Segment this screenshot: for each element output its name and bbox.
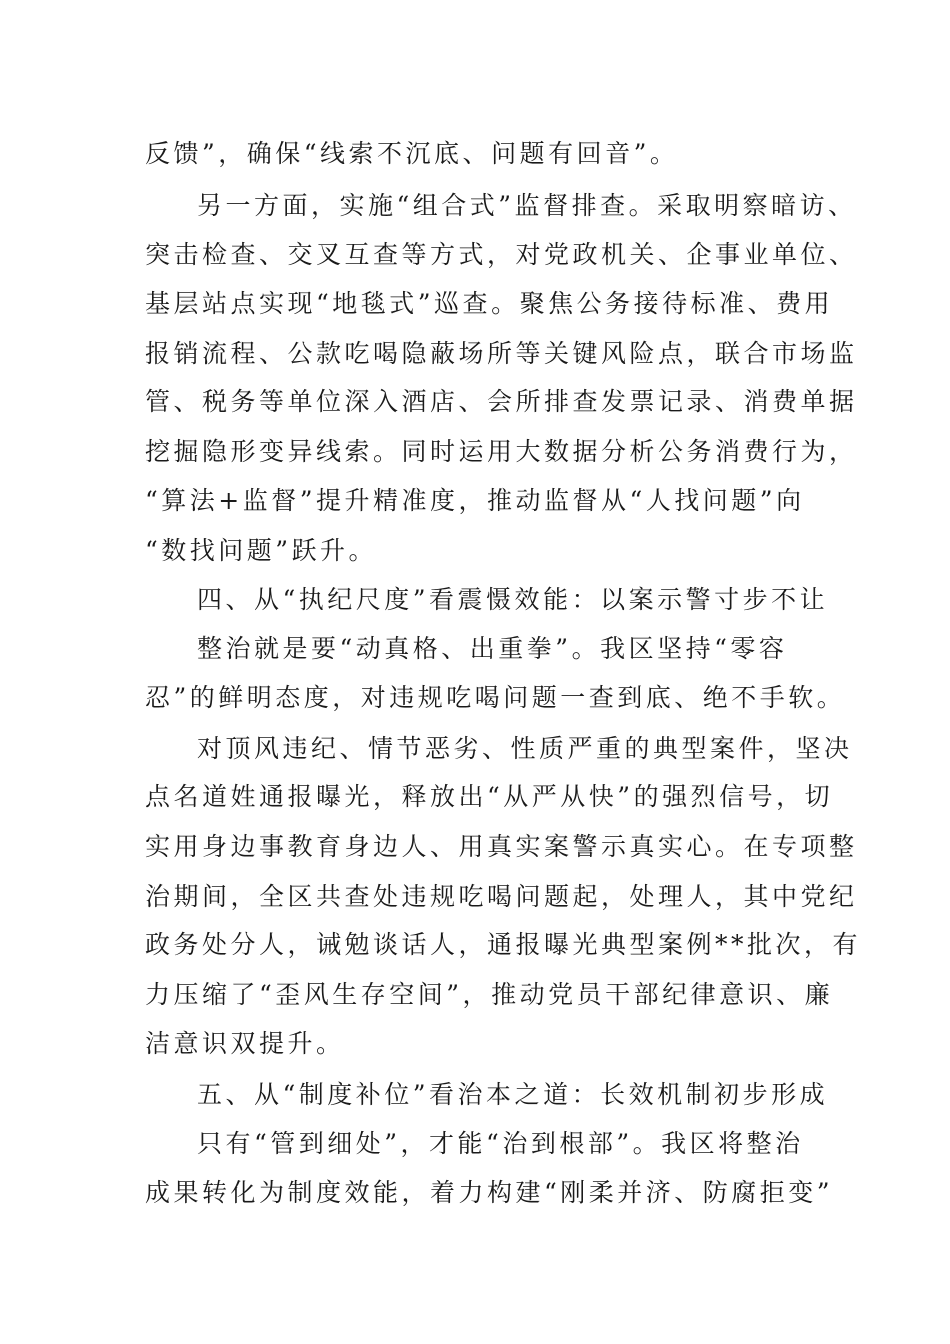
paragraph-line: 洁意识双提升。 xyxy=(145,1029,345,1058)
paragraph-line: 力压缩了“歪风生存空间”，推动党员干部纪律意识、廉 xyxy=(145,980,834,1009)
paragraph-line: “算法+监督”提升精准度，推动监督从“人找问题”向 xyxy=(145,486,805,515)
paragraph-line: 对顶风违纪、情节恶劣、性质严重的典型案件，坚决 xyxy=(197,734,853,763)
paragraph-line: 治期间，全区共查处违规吃喝问题起，处理人，其中党纪 xyxy=(145,882,858,911)
paragraph-line: 点名道姓通报曝光，释放出“从严从快”的强烈信号，切 xyxy=(145,782,834,811)
paragraph-line: 反馈”，确保“线索不沉底、问题有回音”。 xyxy=(145,139,679,168)
paragraph-line: 忍”的鲜明态度，对违规吃喝问题一查到底、绝不手软。 xyxy=(145,683,846,712)
section-heading: 四、从“执纪尺度”看震慑效能：以案示警寸步不让 xyxy=(197,585,829,614)
paragraph-line: 突击检查、交叉互查等方式，对党政机关、企事业单位、 xyxy=(145,240,858,269)
paragraph-line: 挖掘隐形变异线索。同时运用大数据分析公务消费行为， xyxy=(145,437,858,466)
paragraph-line: 另一方面，实施“组合式”监督排查。采取明察暗访、 xyxy=(197,191,857,220)
paragraph-line: 成果转化为制度效能，着力构建“刚柔并济、防腐拒变” xyxy=(145,1178,834,1207)
section-heading: 五、从“制度补位”看治本之道：长效机制初步形成 xyxy=(197,1080,829,1109)
paragraph-line: 政务处分人，诫勉谈话人，通报曝光典型案例**批次，有 xyxy=(145,930,862,959)
paragraph-line: 管、税务等单位深入酒店、会所排查发票记录、消费单据 xyxy=(145,387,858,416)
paragraph-line: 整治就是要“动真格、出重拳”。我区坚持“零容 xyxy=(197,634,788,663)
paragraph-line: 实用身边事教育身边人、用真实案警示真实心。在专项整 xyxy=(145,832,858,861)
paragraph-line: 只有“管到细处”，才能“治到根部”。我区将整治 xyxy=(197,1129,804,1158)
paragraph-line: “数找问题”跃升。 xyxy=(145,536,378,565)
paragraph-line: 基层站点实现“地毯式”巡查。聚焦公务接待标准、费用 xyxy=(145,289,834,318)
paragraph-line: 报销流程、公款吃喝隐蔽场所等关键风险点，联合市场监 xyxy=(145,339,858,368)
